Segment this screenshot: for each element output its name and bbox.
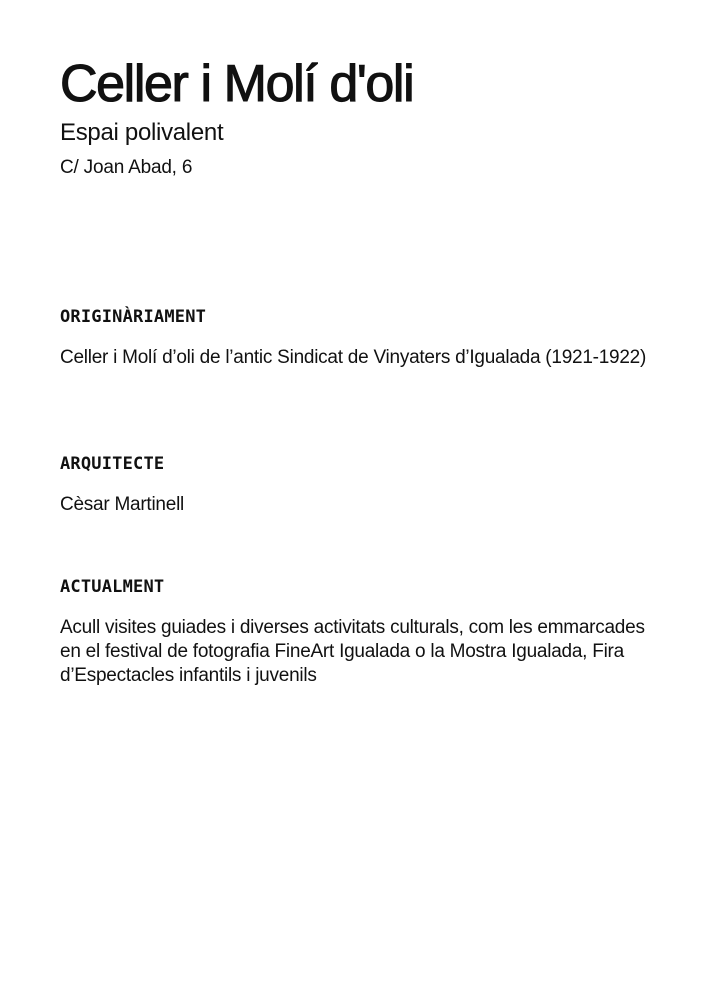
section-originally — [60, 306, 660, 370]
section-heading-originally: ORIGINÀRIAMENT — [60, 307, 207, 327]
section-body-currently: Acull visites guiades i diverses activitats culturals, com les emmarcades en el festival de fotografia FineArt Igualada o la Mostra Igualada, Fira d’Espectacles infantils i juvenils — [60, 617, 645, 686]
section-heading-currently: ACTUALMENT — [60, 577, 165, 597]
page-title: Celler i Molí d'oli — [60, 55, 414, 113]
address-line: C/ Joan Abad, 6 — [60, 157, 193, 178]
document-header — [60, 54, 660, 180]
section-body-originally: Celler i Molí d’oli de l’antic Sindicat de Vinyaters d’Igualada (1921-1922) — [60, 347, 647, 368]
section-body-architect: Cèsar Martinell — [60, 494, 185, 515]
section-heading-architect: ARQUITECTE — [60, 454, 165, 474]
section-currently — [60, 576, 660, 688]
section-architect — [60, 453, 660, 517]
page-subtitle: Espai polivalent — [60, 119, 224, 146]
